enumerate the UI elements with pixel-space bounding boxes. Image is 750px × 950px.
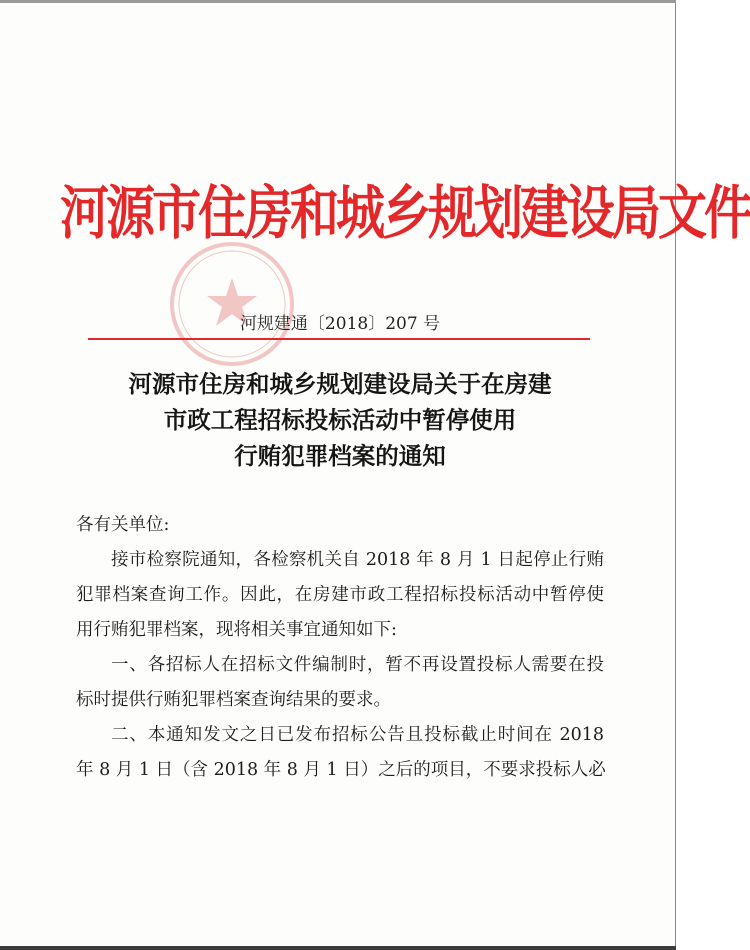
official-seal-stamp [168,240,296,368]
document-number: 河规建通〔2018〕207 号 [239,314,441,334]
document-body [76,508,604,788]
body-line: 标时提供行贿犯罪档案查询结果的要求。 [76,690,391,710]
body-line: 犯罪档案查询工作。因此，在房建市政工程招标投标活动中暂停使 [76,585,604,605]
red-separator-line [88,338,590,340]
document-title [60,366,620,474]
body-line: 用行贿犯罪档案，现将相关事宜通知如下: [76,620,397,640]
salutation: 各有关单位: [76,515,170,535]
scan-top-edge [0,0,676,3]
issuing-authority-header: 河源市住房和城乡规划建设局文件 [60,178,750,248]
scan-bottom-edge [0,946,676,950]
title-line: 行贿犯罪档案的通知 [234,442,446,470]
body-line: 年 8 月 1 日（含 2018 年 8 月 1 日）之后的项目，不要求投标人必 [76,760,606,780]
body-line: 接市检察院通知，各检察机关自 2018 年 8 月 1 日起停止行贿 [111,550,604,570]
body-line: 一、各招标人在招标文件编制时，暂不再设置投标人需要在投 [111,655,604,675]
body-line: 二、本通知发文之日已发布招标公告且投标截止时间在 2018 [111,725,604,745]
title-line: 河源市住房和城乡规划建设局关于在房建 [128,370,552,398]
title-line: 市政工程招标投标活动中暂停使用 [163,406,517,434]
